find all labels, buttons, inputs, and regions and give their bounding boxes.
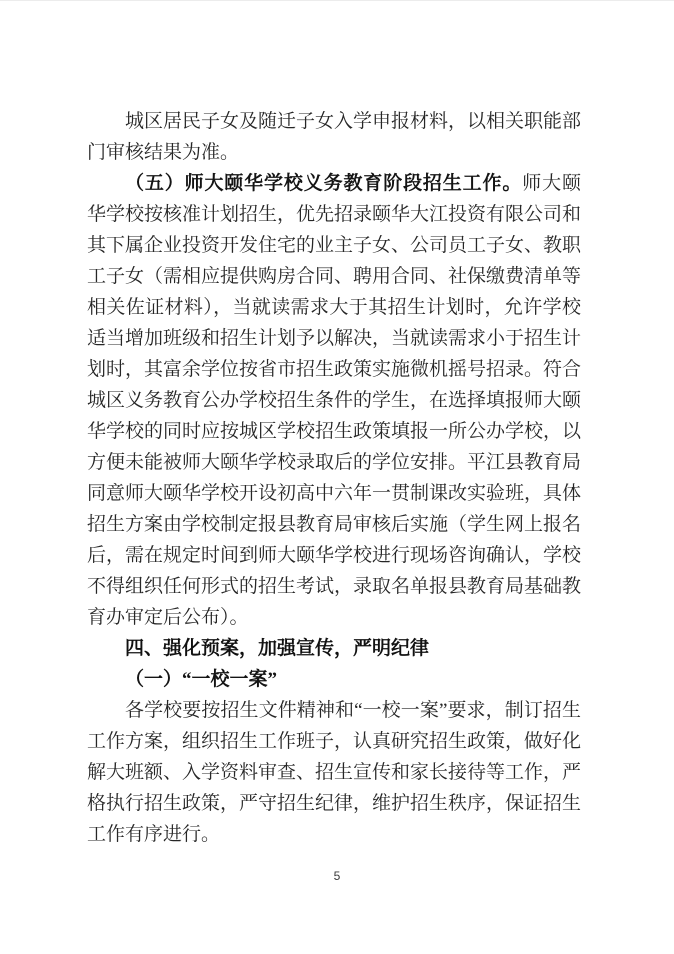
paragraph-school-plan-requirements: 各学校要按招生文件精神和“一校一案”要求，制订招生工作方案，组织招生工作班子，认真研究招生政策，做好化解大班额、入学资料审查、招生宣传和家长接待等工作，严格执行招生政策，严守招生纪律，维护招生秩序，保证招生工作有序进行。 — [87, 700, 582, 845]
heading-part-four: 四、强化预案，加强宣传，严明纪律 — [125, 638, 430, 659]
section-5-body-text: 师大颐华学校按核准计划招生，优先招录颐华大江投资有限公司和其下属企业投资开发住宅的业主子女、公司员工子女、教职工子女（需相应提供购房合同、聘用合同、社保缴费清单等相关佐证材料），当就读需求大于其招生计划时，允许学校适当增加班级和招生计划予以解决，当就读需求小于招生计划时，其富余学位按省市招生政策实施微机摇号招录。符合城区义务教育公办学校招生条件的学生，在选择填报师大颐华学校的同时应按城区学校招生政策填报一所公办学校，以方便未能被师大颐华学校录取后的学位安排。平江县教育局同意师大颐华学校开设初高中六年一贯制课改实验班，具体招生方案由学校制定报县教育局审核后实施（学生网上报名后，需在规定时间到师大颐华学校进行现场咨询确认，学校不得组织任何形式的招生考试，录取名单报县教育局基础教育办审定后公布）。 — [87, 173, 582, 628]
heading-one-school-one-plan: （一）“一校一案” — [125, 669, 278, 690]
document-body — [87, 106, 581, 850]
page-number: 5 — [333, 869, 341, 883]
section-5-lead-heading: （五）师大颐华学校义务教育阶段招生工作。 — [125, 173, 523, 194]
paragraph-section-5 — [87, 168, 581, 633]
paragraph-application-materials: 城区居民子女及随迁子女入学申报材料，以相关职能部门审核结果为准。 — [87, 111, 582, 163]
